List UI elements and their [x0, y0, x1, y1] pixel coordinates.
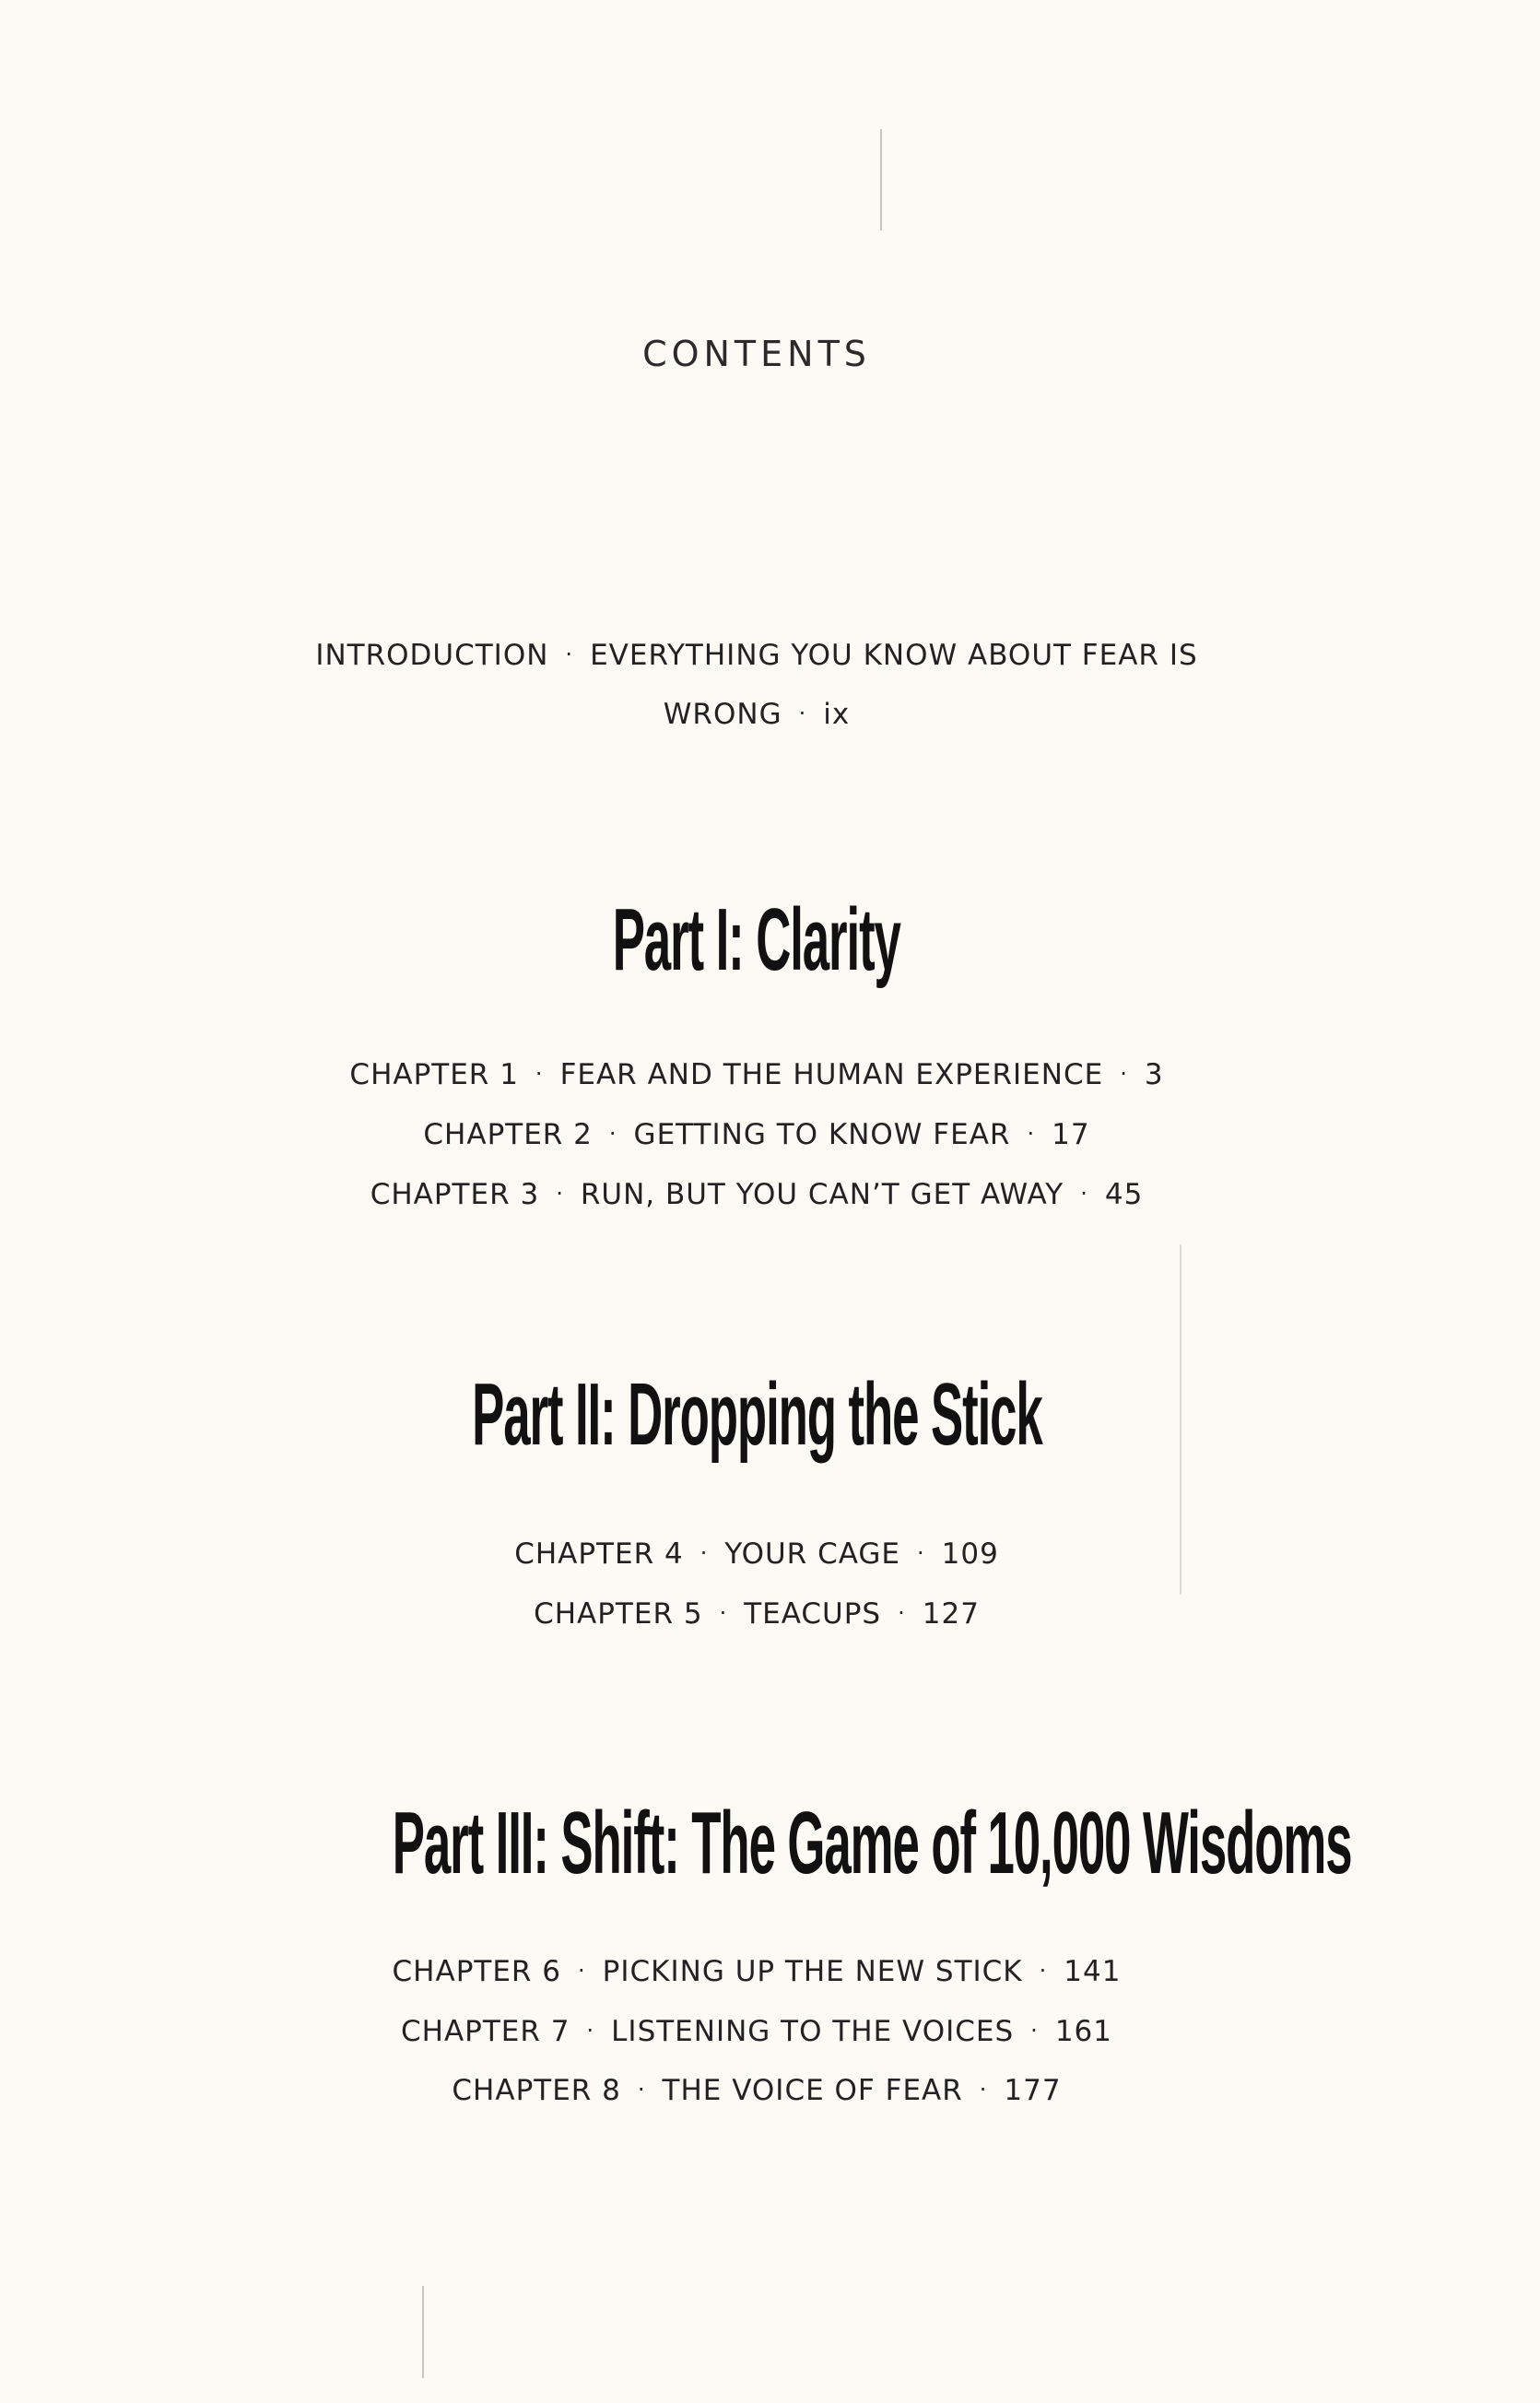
chapter-label: CHAPTER 5 — [534, 1597, 703, 1631]
chapter-title: THE VOICE OF FEAR — [662, 2074, 963, 2107]
separator-dot: · — [556, 1181, 564, 1207]
separator-dot: · — [578, 1958, 586, 1984]
separator-dot: · — [565, 642, 574, 667]
separator-dot: · — [898, 1600, 906, 1626]
chapter-title: GETTING TO KNOW FEAR — [633, 1118, 1011, 1151]
separator-dot: · — [637, 2077, 646, 2103]
chapter-title: RUN, BUT YOU CAN’T GET AWAY — [580, 1178, 1064, 1211]
chapter-page: 3 — [1144, 1058, 1164, 1091]
chapter-page: 177 — [1004, 2074, 1062, 2107]
chapter-4-entry[interactable] — [0, 1537, 1513, 1571]
separator-dot: · — [699, 1540, 709, 1566]
separator-dot: · — [719, 1600, 728, 1626]
chapter-label: CHAPTER 3 — [370, 1178, 540, 1211]
separator-dot: · — [608, 1121, 617, 1147]
introduction-label: INTRODUCTION — [315, 639, 549, 672]
chapter-label: CHAPTER 1 — [349, 1058, 519, 1091]
chapter-2-entry[interactable] — [0, 1118, 1513, 1151]
introduction-entry-line2[interactable] — [0, 698, 1513, 731]
part-2-heading — [0, 1364, 1513, 1466]
separator-dot: · — [1080, 1181, 1088, 1207]
scan-artifact — [422, 2286, 424, 2378]
part-3-heading — [0, 1793, 1513, 1894]
contents-title: CONTENTS — [642, 334, 871, 374]
chapter-page: 17 — [1052, 1118, 1090, 1151]
chapter-label: CHAPTER 2 — [423, 1118, 593, 1151]
separator-dot: · — [586, 2018, 595, 2044]
chapter-page: 127 — [922, 1597, 980, 1631]
separator-dot: · — [916, 1540, 925, 1566]
introduction-title-line2: WRONG — [663, 698, 782, 731]
chapter-3-entry[interactable] — [0, 1178, 1513, 1211]
separator-dot: · — [1039, 1958, 1048, 1984]
chapter-7-entry[interactable] — [0, 2015, 1513, 2048]
separator-dot: · — [979, 2077, 988, 2103]
chapter-title: PICKING UP THE NEW STICK — [602, 1955, 1023, 1988]
chapter-label: CHAPTER 6 — [392, 1955, 562, 1988]
part-1-heading-text: Part I: Clarity — [612, 890, 901, 989]
chapter-1-entry[interactable] — [0, 1058, 1513, 1091]
separator-dot: · — [1030, 2018, 1039, 2044]
chapter-title: FEAR AND THE HUMAN EXPERIENCE — [559, 1058, 1104, 1091]
chapter-page: 109 — [941, 1537, 999, 1571]
chapter-page: 141 — [1064, 1955, 1122, 1988]
part-1-heading — [0, 889, 1513, 991]
scan-artifact — [880, 129, 882, 230]
introduction-page: ix — [823, 698, 851, 731]
separator-dot: · — [1027, 1121, 1036, 1147]
chapter-6-entry[interactable] — [0, 1955, 1513, 1988]
chapter-label: CHAPTER 4 — [514, 1537, 684, 1571]
part-2-heading-text: Part II: Dropping the Stick — [471, 1365, 1042, 1464]
chapter-title: TEACUPS — [744, 1597, 882, 1631]
separator-dot: · — [535, 1061, 544, 1087]
introduction-entry-line1[interactable] — [0, 639, 1513, 672]
chapter-8-entry[interactable] — [0, 2074, 1513, 2107]
separator-dot: · — [1120, 1061, 1128, 1087]
part-3-heading-text: Part III: Shift: The Game of 10,000 Wisdoms — [392, 1794, 1352, 1892]
chapter-5-entry[interactable] — [0, 1597, 1513, 1631]
chapter-title: YOUR CAGE — [724, 1537, 900, 1571]
chapter-label: CHAPTER 8 — [452, 2074, 621, 2107]
chapter-title: LISTENING TO THE VOICES — [611, 2015, 1015, 2048]
separator-dot: · — [798, 701, 807, 726]
chapter-page: 45 — [1104, 1178, 1144, 1211]
chapter-label: CHAPTER 7 — [401, 2015, 570, 2048]
introduction-title-line1: EVERYTHING YOU KNOW ABOUT FEAR IS — [590, 639, 1198, 672]
chapter-page: 161 — [1054, 2015, 1112, 2048]
